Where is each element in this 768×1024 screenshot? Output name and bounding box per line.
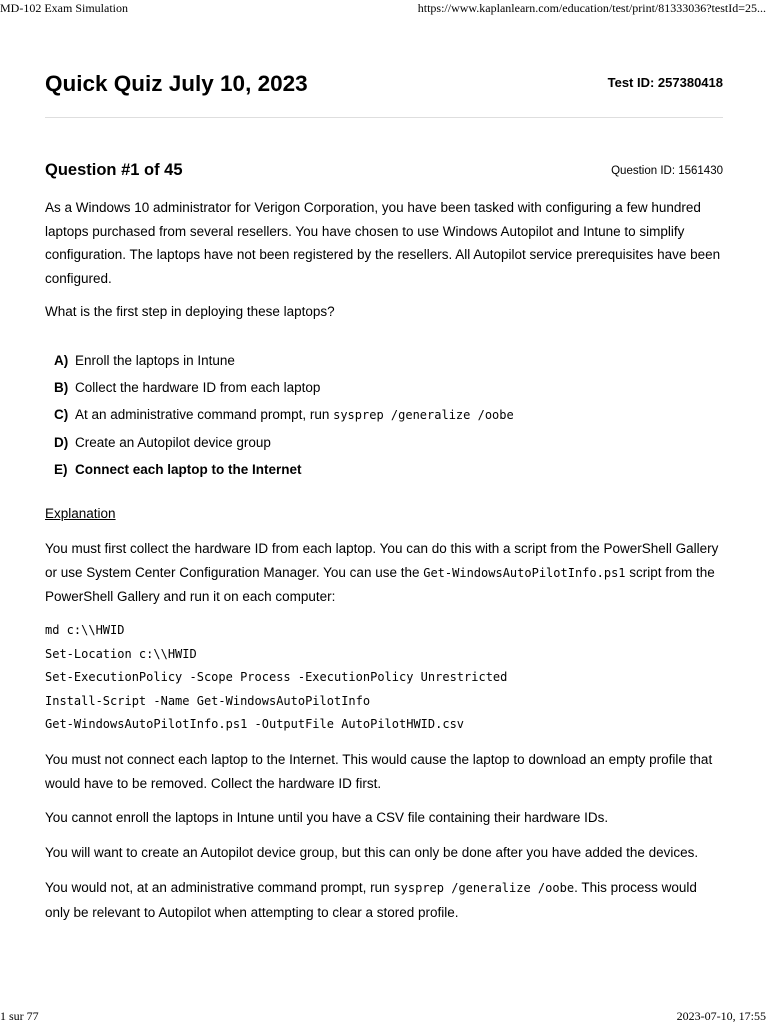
print-header [0, 0, 768, 16]
explanation-sysprep-code: sysprep /generalize /oobe [393, 881, 575, 895]
code-line: md c:\\HWID [45, 623, 125, 637]
code-line: Set-ExecutionPolicy -Scope Process -ExecutionPolicy Unrestricted [45, 670, 508, 684]
option-letter: A) [54, 353, 69, 368]
option-letter: D) [54, 434, 69, 450]
question-heading: Question #1 of 45 [45, 161, 183, 179]
option-c [54, 403, 723, 430]
option-e-correct [54, 458, 723, 485]
option-letter: B) [54, 380, 69, 396]
question-id: Question ID: 1561430 [611, 165, 723, 177]
option-d [54, 431, 723, 458]
title-divider [45, 117, 723, 118]
option-a [54, 349, 723, 376]
print-header-url: https://www.kaplanlearn.com/education/test/print/81333036?testId=25... [417, 1, 766, 15]
question-prompt: What is the first step in deploying these laptops? [45, 304, 335, 319]
explanation-sysprep-text: You would not, at an administrative command prompt, run [45, 880, 394, 895]
explanation-intro [45, 537, 723, 609]
option-text: Enroll the laptops in Intune [75, 353, 235, 368]
option-text: At an administrative command prompt, run [75, 407, 334, 423]
option-text: Connect each laptop to the Internet [75, 461, 302, 477]
option-b [54, 376, 723, 403]
explanation-intune: You cannot enroll the laptops in Intune until you have a CSV file containing their hardware IDs. [45, 810, 609, 825]
answer-options [54, 349, 723, 485]
powershell-code-block [45, 619, 507, 737]
explanation-intro-code: Get-WindowsAutoPilotInfo.ps1 [423, 565, 626, 580]
code-line: Install-Script -Name Get-WindowsAutoPilotInfo [45, 693, 371, 708]
page-number: 1 sur 77 [0, 1009, 39, 1023]
explanation-link[interactable]: Explanation [45, 506, 116, 521]
code-line: Get-WindowsAutoPilotInfo.ps1 -OutputFile AutoPilotHWID.csv [45, 717, 465, 731]
explanation-intro-text: You must first collect the hardware ID from each laptop. You can do this with a script from the PowerShell Gallery or use System Center Configuration Manager. You can use the [45, 541, 719, 580]
test-id: Test ID: 257380418 [607, 75, 723, 90]
option-letter: E) [54, 461, 68, 477]
explanation-internet: You must not connect each laptop to the Internet. This would cause the laptop to download an empty profile that would have to be removed. Collect the hardware ID first. [45, 752, 713, 791]
explanation-sysprep [45, 876, 723, 924]
explanation-intro-text-end: script from the PowerShell Gallery and run it on each computer: [45, 564, 715, 604]
print-footer [0, 1008, 768, 1024]
option-letter: C) [54, 407, 69, 423]
code-line: Set-Location c:\\HWID [45, 646, 197, 661]
print-timestamp: 2023-07-10, 17:55 [676, 1009, 766, 1023]
option-text: Collect the hardware ID from each laptop [75, 380, 321, 396]
quiz-title: Quick Quiz July 10, 2023 [45, 71, 308, 96]
explanation-device-group: You will want to create an Autopilot device group, but this can only be done after you have added the devices. [45, 845, 699, 860]
question-body: As a Windows 10 administrator for Verigon Corporation, you have been tasked with configuring a few hundred laptops purchased from several resellers. You have chosen to use Windows Autopilot and Intune to simplify configuration. The laptops have not been registered by the resellers. All Autopilot service prerequisites have been configured. [45, 200, 721, 286]
option-text: Create an Autopilot device group [75, 434, 271, 450]
explanation-sysprep-text-end: . This process would only be relevant to Autopilot when attempting to clear a stored profile. [45, 880, 697, 920]
option-code: sysprep /generalize /oobe [333, 408, 514, 423]
print-header-title: MD-102 Exam Simulation [0, 1, 128, 15]
